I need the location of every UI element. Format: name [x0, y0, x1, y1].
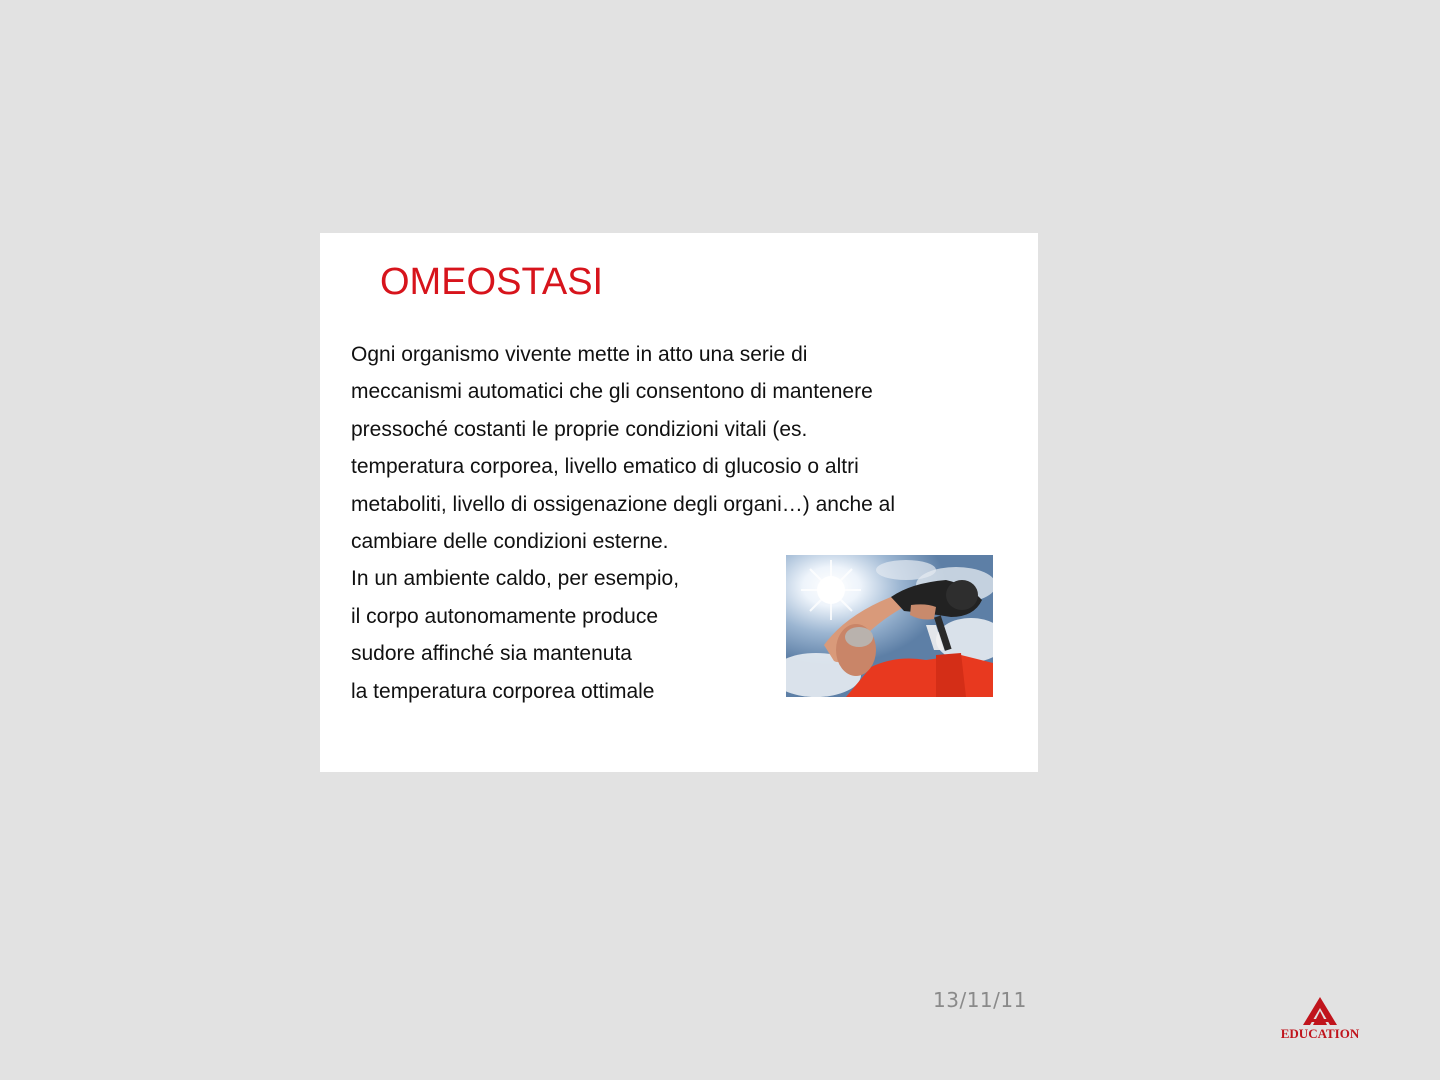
body-line: pressoché costanti le proprie condizioni vitali (es. — [351, 417, 808, 441]
body-line: cambiare delle condizioni esterne. — [351, 530, 669, 554]
publisher-logo — [1276, 997, 1364, 1043]
body-line: In un ambiente caldo, per esempio, — [351, 567, 680, 591]
slide-date: 13/11/11 — [933, 988, 1027, 1012]
slide-card — [320, 233, 1038, 772]
slide-title: OMEOSTASI — [380, 261, 604, 303]
person-drinking-in-sun-photo — [786, 555, 993, 697]
body-line: metaboliti, livello di ossigenazione degli organi…) anche al — [351, 492, 895, 516]
publisher-logo-text: EDUCATION — [1280, 1026, 1360, 1041]
publisher-logo-icon — [1303, 997, 1337, 1025]
body-line: il corpo autonomamente produce — [351, 604, 659, 628]
body-line: Ogni organismo vivente mette in atto una serie di — [351, 343, 808, 366]
body-line: sudore affinché sia mantenuta — [351, 642, 632, 666]
body-line: temperatura corporea, livello ematico di glucosio o altri — [351, 455, 859, 479]
body-line: la temperatura corporea ottimale — [351, 679, 655, 703]
body-line: meccanismi automatici che gli consentono di mantenere — [351, 380, 873, 404]
